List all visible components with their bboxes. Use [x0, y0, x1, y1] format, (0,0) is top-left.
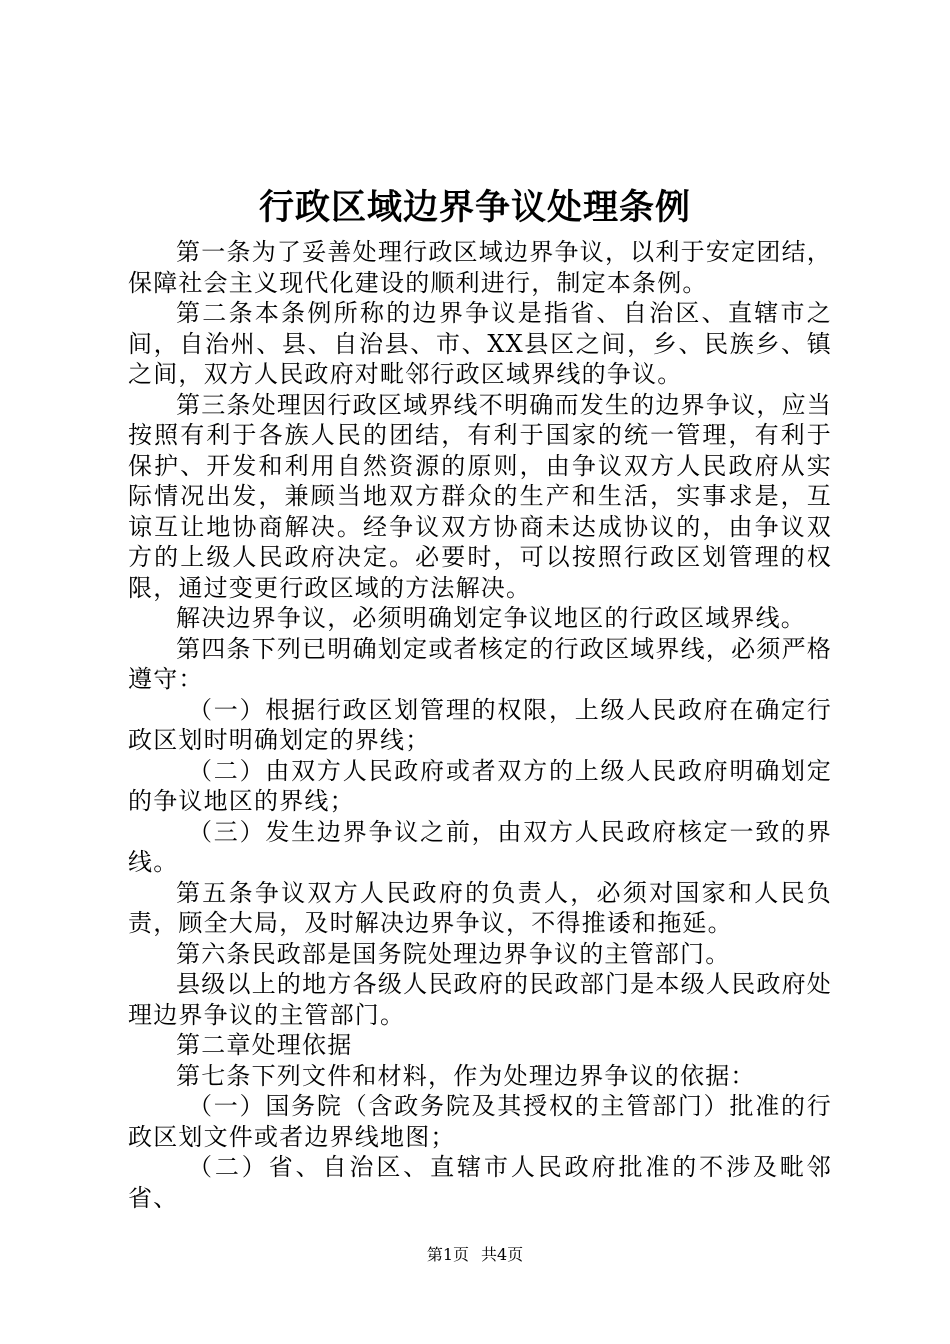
document-body: [128, 237, 832, 1213]
list-item-article-7-2: （二）省、自治区、直辖市人民政府批准的不涉及毗邻省、: [128, 1153, 832, 1212]
paragraph-article-3: 第三条处理因行政区域界线不明确而发生的边界争议，应当按照有利于各族人民的团结，有利于国家的统一管理，有利于保护、开发和利用自然资源的原则，由争议双方人民政府从实际情况出发，兼顾当地双方群众的生产和生活，实事求是，互谅互让地协商解决。经争议双方协商未达成协议的，由争议双方的上级人民政府决定。必要时，可以按照行政区划管理的权限，通过变更行政区域的方法解决。: [128, 390, 832, 602]
chapter-heading-2: 第二章处理依据: [176, 1031, 353, 1059]
document-title: 行政区域边界争议处理条例: [258, 187, 691, 228]
page-footer: [0, 1245, 950, 1265]
list-item-article-4-2: （二）由双方人民政府或者双方的上级人民政府明确划定的争议地区的界线；: [128, 756, 832, 815]
paragraph-article-3-continued: 解决边界争议，必须明确划定争议地区的行政区域界线。: [176, 604, 806, 632]
list-item-article-7-1: （一）国务院（含政务院及其授权的主管部门）批准的行政区划文件或者边界线地图；: [128, 1092, 832, 1151]
paragraph-article-4: 第四条下列已明确划定或者核定的行政区域界线，必须严格遵守：: [128, 634, 832, 693]
paragraph-article-5: 第五条争议双方人民政府的负责人，必须对国家和人民负责，顾全大局，及时解决边界争议，不得推诿和拖延。: [128, 878, 832, 937]
paragraph-article-6: 第六条民政部是国务院处理边界争议的主管部门。: [176, 939, 731, 968]
paragraph-article-1: 第一条为了妥善处理行政区域边界争议，以利于安定团结，保障社会主义现代化建设的顺利进行，制定本条例。: [128, 238, 832, 297]
page-total: 共4页: [481, 1245, 524, 1264]
list-item-article-4-3: （三）发生边界争议之前，由双方人民政府核定一致的界线。: [128, 817, 832, 876]
paragraph-article-6-continued: 县级以上的地方各级人民政府的民政部门是本级人民政府处理边界争议的主管部门。: [128, 970, 832, 1029]
paragraph-article-2: 第二条本条例所称的边界争议是指省、自治区、直辖市之间，自治州、县、自治县、市、XX县区之间，乡、民族乡、镇之间，双方人民政府对毗邻行政区域界线的争议。: [128, 299, 832, 388]
paragraph-article-7: 第七条下列文件和材料，作为处理边界争议的依据：: [176, 1061, 756, 1090]
page-number: 第1页: [426, 1245, 469, 1264]
list-item-article-4-1: （一）根据行政区划管理的权限，上级人民政府在确定行政区划时明确划定的界线；: [128, 695, 832, 754]
